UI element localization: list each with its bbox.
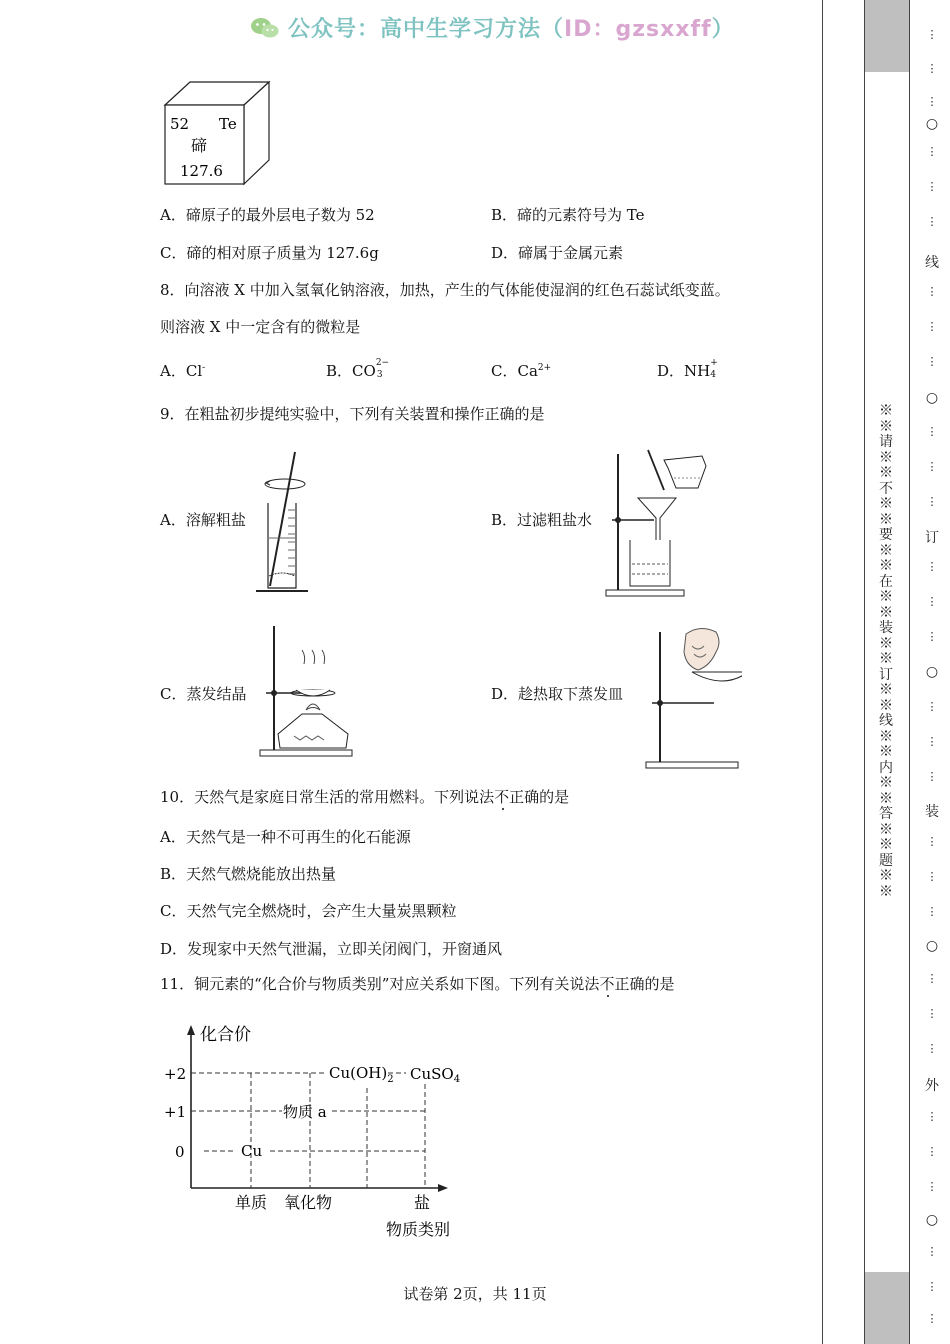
y-tick-0: 0: [175, 1143, 185, 1161]
binding-gray-bottom: [864, 1272, 909, 1344]
q9-option-c: C．蒸发结晶: [160, 685, 247, 703]
binding-inner-line: [864, 0, 865, 1344]
q9-option-d: D．趁热取下蒸发皿: [491, 685, 624, 703]
q8-stem-line2: 则溶液 X 中一定含有的微粒是: [160, 318, 361, 336]
q7-option-c: C．碲的相对原子质量为 127.6g: [160, 244, 379, 262]
evaporate-figure: [256, 624, 356, 762]
q8-option-a: A．Cl-: [160, 362, 206, 380]
q8-stem-line1: 8．向溶液 X 中加入氢氧化钠溶液，加热，产生的气体能使湿润的红色石蕊试纸变蓝。: [160, 281, 730, 299]
q9-option-b: B．过滤粗盐水: [491, 511, 593, 529]
header-close: ）: [711, 17, 735, 42]
element-number: 52: [170, 115, 190, 133]
x-tick-elemental: 单质: [235, 1193, 268, 1212]
q10-stem: 10．天然气是家庭日常生活的常用燃料。下列说法不正确的是: [160, 788, 570, 806]
x-tick-salt: 盐: [414, 1193, 431, 1212]
binding-mark-ding: 订: [925, 530, 939, 546]
q8-option-b: B．CO 2− 3: [326, 358, 390, 380]
label-cu: Cu: [241, 1142, 263, 1160]
q8-option-d: D．NH + 4: [657, 358, 718, 380]
element-name: 碲: [191, 136, 208, 155]
binding-circle-icon: ○: [925, 390, 939, 406]
q11-stem: 11．铜元素的“化合价与物质类别”对应关系如下图。下列有关说法不正确的是: [160, 975, 675, 993]
q10-option-c: C．天然气完全燃烧时，会产生大量炭黑颗粒: [160, 902, 457, 920]
y-tick-1: +1: [164, 1103, 187, 1121]
x-axis-title: 物质类别: [386, 1220, 451, 1239]
valence-diagram: [160, 1016, 480, 1246]
label-substance-a: 物质 a: [283, 1103, 327, 1121]
binding-warning-note: ※※请※※不※※要※※在※※装※※订※※线※※内※※答※※题※※: [879, 403, 893, 900]
label-cu-oh-2: $Cu(OH)_2$: [329, 1064, 394, 1085]
dissolve-figure: [252, 448, 312, 596]
page-footer: 试卷第 2页，共 11页: [403, 1285, 547, 1303]
binding-border: [822, 0, 823, 1344]
binding-gray-top: [864, 0, 909, 72]
binding-circle-icon: ○: [925, 116, 939, 132]
wechat-icon: [250, 17, 280, 39]
y-axis-title: 化合价: [200, 1025, 251, 1045]
q10-option-d: D．发现家中天然气泄漏，立即关闭阀门，开窗通风: [160, 940, 503, 958]
filter-figure: [602, 448, 714, 600]
binding-circle-icon: ○: [925, 1212, 939, 1228]
binding-mark-xian: 线: [925, 255, 939, 271]
binding-circle-icon: ○: [925, 664, 939, 680]
q8-option-c: C．$Ca^{2+}$: [491, 362, 552, 380]
hand-figure: [642, 624, 742, 770]
label-cuso4: CuSO$_4$: [410, 1065, 461, 1085]
header-id: ID：gzsxxff: [564, 17, 712, 42]
q9-stem: 9．在粗盐初步提纯实验中，下列有关装置和操作正确的是: [160, 405, 545, 423]
q7-option-b: B．碲的元素符号为 Te: [491, 206, 645, 224]
binding-mark-wai: 外: [925, 1078, 939, 1094]
header-watermark: [250, 12, 735, 43]
binding-outer-line: [909, 0, 910, 1344]
q7-option-d: D．碲属于金属元素: [491, 244, 624, 262]
binding-dotted-column: ⋮ ⋮ ⋮ ○ ⋮ ⋮ ⋮ 线 ⋮ ⋮ ⋮ ○ ⋮ ⋮ ⋮ 订 ⋮ ⋮ ⋮ ○ ⋮ ⋮ ⋮ 装 ⋮ ⋮ ⋮ ○ ⋮ ⋮ ⋮ 外 ⋮ ⋮ ⋮ ○ ⋮ ⋮ ⋮: [925, 28, 939, 1325]
q9-option-a: A．溶解粗盐: [160, 511, 246, 529]
binding-circle-icon: ○: [925, 938, 939, 954]
y-tick-2: +2: [164, 1065, 187, 1083]
element-mass: 127.6: [180, 162, 223, 180]
element-symbol: Te: [219, 115, 237, 133]
q10-option-a: A．天然气是一种不可再生的化石能源: [160, 828, 411, 846]
header-text: 公众号：高中生学习方法（: [288, 17, 565, 42]
binding-mark-zhuang: 装: [925, 804, 939, 820]
q10-option-b: B．天然气燃烧能放出热量: [160, 865, 337, 883]
q7-option-a: A．碲原子的最外层电子数为 52: [160, 206, 375, 224]
x-tick-oxide: 氧化物: [284, 1193, 333, 1212]
element-card: [160, 80, 275, 190]
